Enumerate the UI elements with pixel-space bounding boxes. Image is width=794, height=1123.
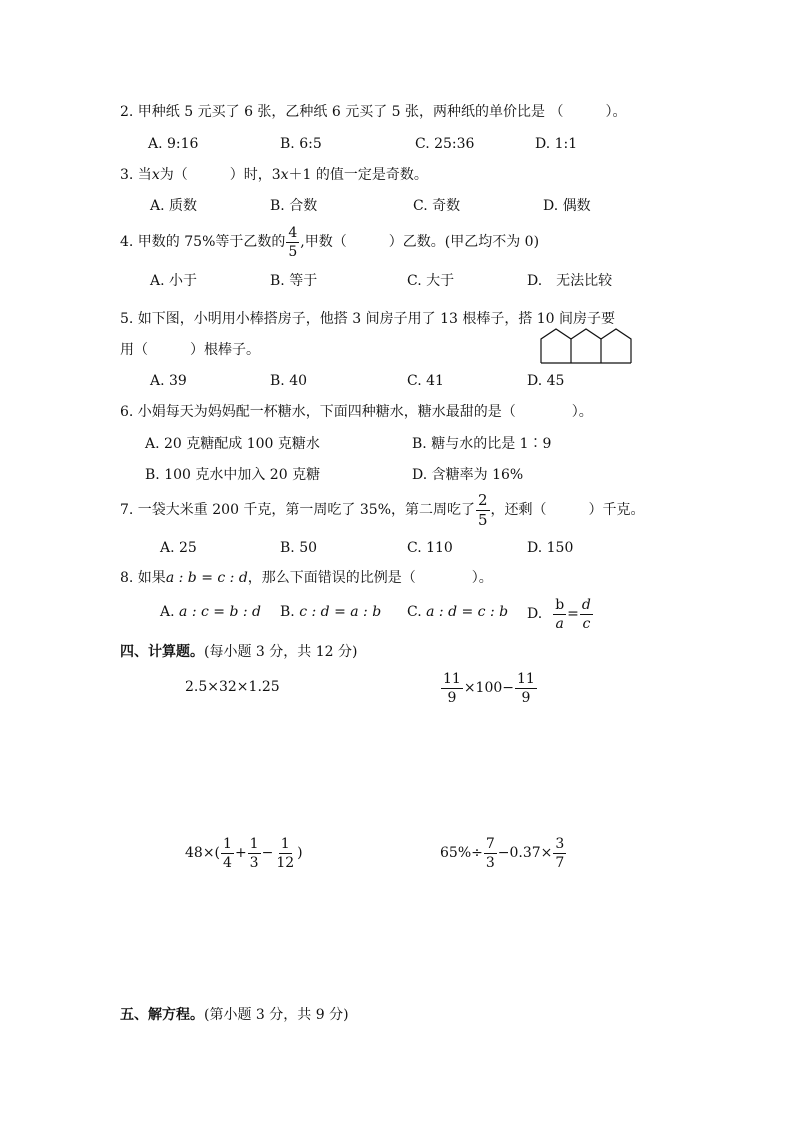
q7-fraction [476, 490, 490, 529]
q4-stem-suffix: ,甲数（ ）乙数。(甲乙均不为 0) [300, 234, 540, 250]
q2-option-d: D. 1:1 [535, 136, 578, 152]
q7-option-b: B. 50 [280, 540, 318, 556]
q4-stem-prefix: 4. 甲数的 75%等于乙数的 [120, 234, 286, 250]
q4-option-a: A. 小于 [150, 273, 198, 289]
house-3 [601, 329, 631, 363]
q3-option-b: B. 合数 [270, 198, 318, 214]
q4-option-b: B. 等于 [270, 273, 318, 289]
calc-expr-4 [440, 833, 567, 873]
expr4-prefix: 65%÷ [440, 845, 483, 861]
expr4-frac2 [553, 837, 566, 870]
section-4-note: (每小题 3 分，共 12 分) [204, 644, 358, 660]
expr2-den2: 9 [521, 689, 531, 706]
expr3-frac1 [221, 837, 234, 870]
q5-option-b: B. 40 [270, 373, 308, 389]
expr4-mid: −0.37× [497, 845, 553, 861]
section-5-note: (第小题 3 分，共 9 分) [204, 1007, 349, 1023]
question-4-stem [120, 222, 539, 262]
q4-option-d: D. 无法比较 [527, 273, 613, 289]
calc-expr-3 [185, 833, 303, 873]
question-7-stem [120, 490, 645, 530]
question-6-stem: 6. 小娟每天为妈妈配一杯糖水，下面四种糖水，糖水最甜的是（ ）。 [120, 404, 593, 420]
q3-var-x: x [151, 167, 160, 183]
house-1 [541, 329, 571, 363]
q8-option-c [407, 603, 508, 621]
section-4-heading [120, 643, 357, 661]
question-5-line2: 用（ ）根棒子。 [120, 342, 260, 358]
question-3-stem [120, 166, 428, 184]
q8-option-b [280, 603, 381, 621]
q7-frac-num: 2 [478, 490, 488, 509]
expr2-num1: 11 [443, 670, 461, 687]
expr3-den1: 4 [223, 854, 232, 871]
q6-option-d: D. 含糖率为 16% [412, 467, 524, 483]
q7-option-d: D. 150 [527, 540, 574, 556]
q6-option-a: A. 20 克糖配成 100 克糖水 [145, 436, 320, 452]
q2-option-b: B. 6:5 [280, 136, 322, 152]
q8-stem-prefix: 8. 如果 [120, 570, 166, 586]
q8-d-den2: c [582, 615, 591, 632]
expr3-prefix: 48×( [185, 845, 221, 861]
expr3-suffix: ) [297, 845, 303, 861]
q8-d-equals: = [567, 606, 579, 622]
q4-frac-den: 5 [288, 243, 298, 260]
q8-option-b-text: c : d = a : b [299, 604, 382, 620]
q7-frac-den: 5 [478, 510, 488, 529]
expr4-den2: 7 [555, 854, 565, 871]
q8-ratio: a : b = c : d [165, 570, 248, 586]
q4-option-c: C. 大于 [407, 273, 455, 289]
expr3-den2: 3 [249, 854, 259, 871]
question-8-stem [120, 569, 493, 587]
q4-fraction [286, 226, 299, 259]
q8-stem-suffix: ，那么下面错误的比例是（ ）。 [247, 570, 493, 586]
q3-stem-mid: 为（ ）时，3 [159, 167, 281, 183]
expr3-op1: + [234, 845, 247, 861]
q3-stem-suffix: ＋1 的值一定是奇数。 [288, 167, 428, 183]
calc-expr-2 [440, 668, 538, 708]
q3-option-c: C. 奇数 [413, 198, 461, 214]
expr2-mid: ×100− [463, 680, 515, 696]
expr3-den3: 12 [276, 854, 295, 871]
q3-option-a: A. 质数 [150, 198, 198, 214]
q3-stem-prefix: 3. 当 [120, 167, 152, 183]
q8-option-a-label: A. [160, 604, 175, 620]
expr4-num2: 3 [555, 835, 565, 852]
expr4-frac1 [484, 837, 497, 870]
q8-d-num2: d [581, 596, 591, 613]
q5-option-d: D. 45 [527, 373, 565, 389]
q8-option-d-label: D. [527, 606, 543, 622]
expr4-den1: 3 [485, 854, 495, 871]
question-5-line1: 5. 如下图，小明用小棒搭房子，他搭 3 间房子用了 13 根棒子，搭 10 间房子要 [120, 311, 616, 327]
q6-option-c: B. 100 克水中加入 20 克糖 [145, 467, 321, 483]
q8-option-c-text: a : d = c : b [426, 604, 509, 620]
q8-option-c-label: C. [407, 604, 422, 620]
q7-option-c: C. 110 [407, 540, 453, 556]
expr2-frac1 [441, 672, 463, 705]
q8-option-b-label: B. [280, 604, 295, 620]
q8-option-d-frac1 [553, 598, 566, 631]
section-5-heading [120, 1006, 349, 1024]
expr3-op2: − [261, 845, 274, 861]
q2-option-a: A. 9:16 [148, 136, 199, 152]
expr3-num3: 1 [280, 835, 290, 852]
q7-stem-suffix: ，还剩（ ）千克。 [490, 502, 645, 518]
q6-option-b: B. 糖与水的比是 1∶9 [412, 436, 552, 452]
expr2-den1: 9 [447, 689, 457, 706]
houses-figure [538, 327, 638, 365]
expr2-num2: 11 [517, 670, 535, 687]
expr3-frac2 [248, 837, 261, 870]
expr4-num1: 7 [485, 835, 495, 852]
section-5-title: 五、解方程。 [120, 1007, 204, 1023]
q8-option-d-frac2 [580, 598, 593, 631]
expr3-num2: 1 [249, 835, 259, 852]
q8-d-num1: b [555, 596, 565, 613]
q3-option-d: D. 偶数 [543, 198, 591, 214]
expr3-num1: 1 [223, 835, 232, 852]
expr3-frac3 [274, 837, 296, 870]
q8-d-den1: a [555, 615, 564, 632]
q8-option-a [160, 603, 261, 621]
q7-stem-prefix: 7. 一袋大米重 200 千克，第一周吃了 35%，第二周吃了 [120, 502, 475, 518]
q2-option-c: C. 25:36 [415, 136, 475, 152]
q3-var-x2: x [280, 167, 289, 183]
q5-option-c: C. 41 [407, 373, 444, 389]
q8-option-a-text: a : c = b : d [179, 604, 261, 620]
section-4-title: 四、计算题。 [120, 644, 204, 660]
expr2-frac2 [515, 672, 537, 705]
q5-option-a: A. 39 [150, 373, 187, 389]
house-2 [571, 329, 601, 363]
q8-option-d [527, 596, 594, 632]
calc-expr-1: 2.5×32×1.25 [185, 679, 280, 695]
question-2-stem: 2. 甲种纸 5 元买了 6 张，乙种纸 6 元买了 5 张，两种纸的单价比是 （ ）。 [120, 104, 627, 120]
q7-option-a: A. 25 [160, 540, 197, 556]
q4-frac-num: 4 [288, 224, 298, 241]
